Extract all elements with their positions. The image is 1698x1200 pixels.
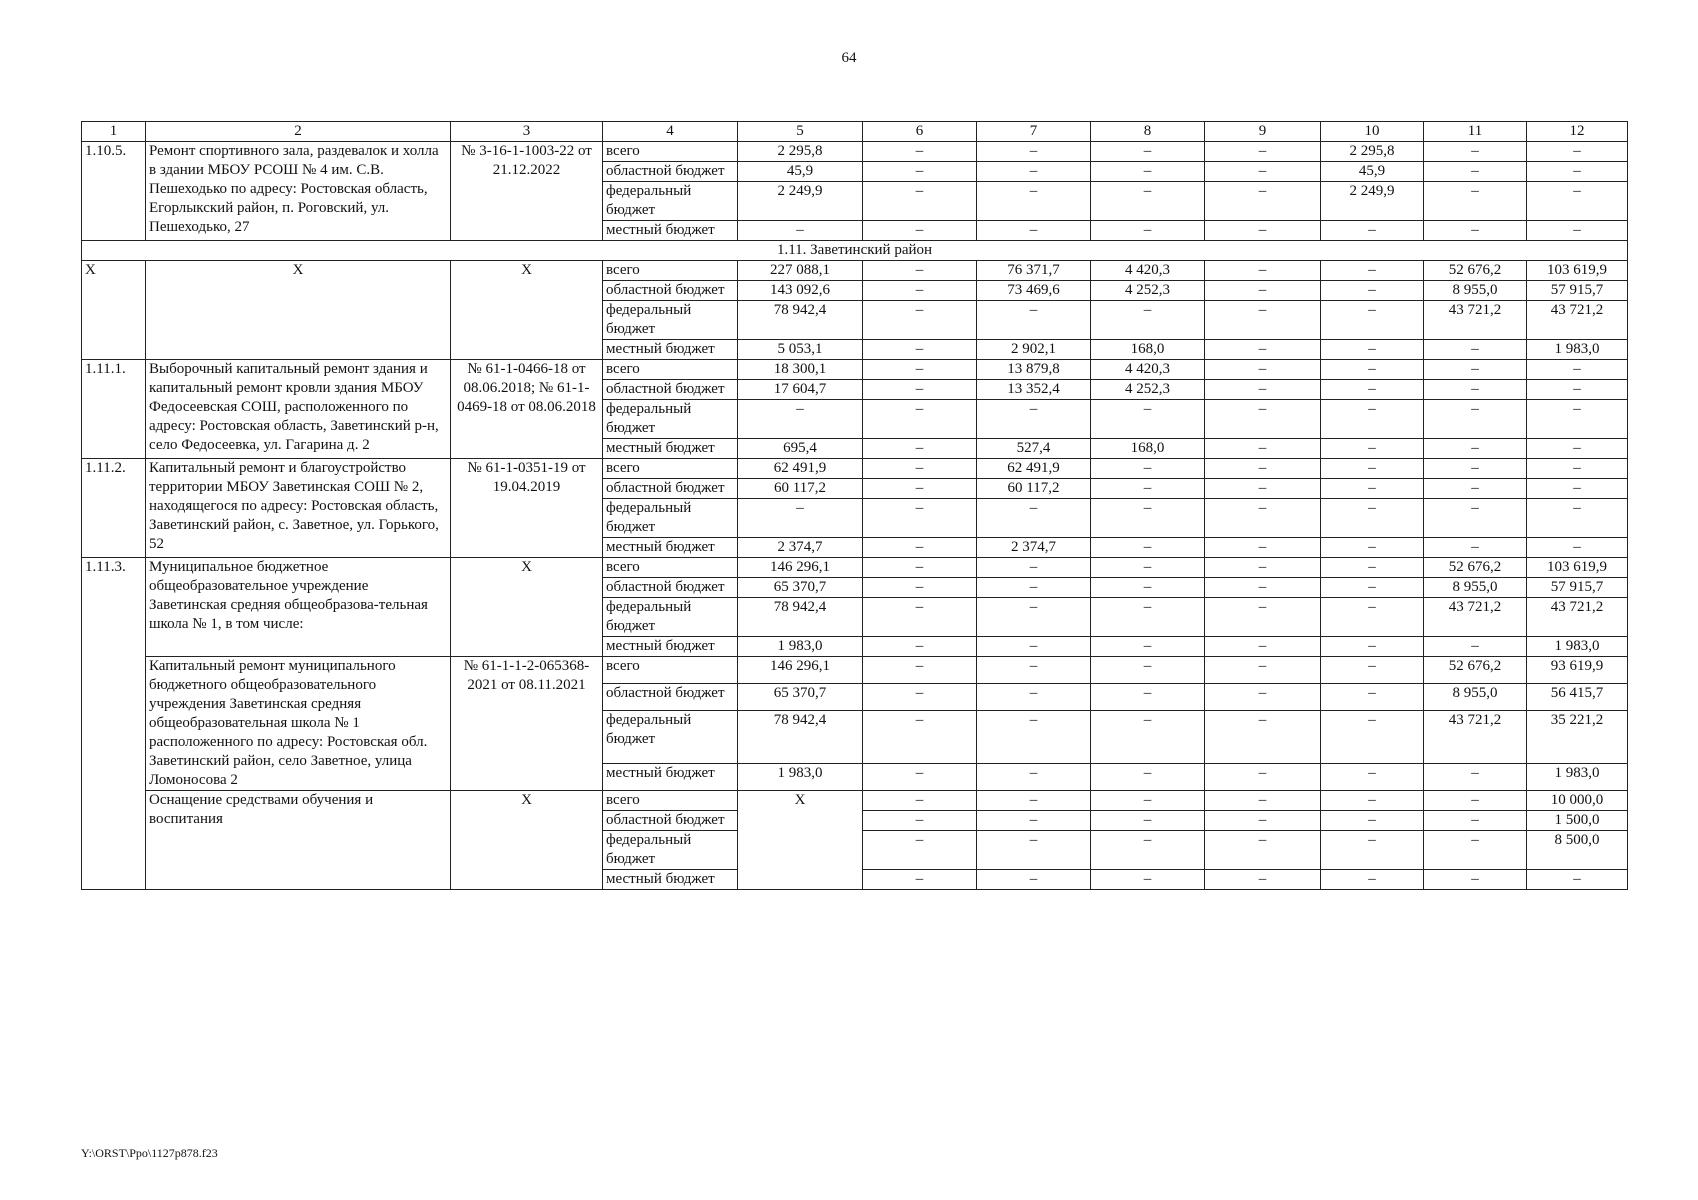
table-row bbox=[82, 558, 1628, 578]
header-cell: 4 bbox=[603, 122, 738, 142]
value-cell: 43 721,2 bbox=[1424, 711, 1527, 764]
value-cell: – bbox=[1321, 439, 1424, 459]
header-cell: 7 bbox=[977, 122, 1091, 142]
value-cell: – bbox=[1527, 221, 1628, 241]
budget-type: всего bbox=[603, 261, 738, 281]
value-cell: – bbox=[863, 400, 977, 439]
value-cell: – bbox=[863, 657, 977, 684]
value-cell: X bbox=[738, 791, 863, 890]
value-cell: – bbox=[977, 870, 1091, 890]
value-cell: 13 879,8 bbox=[977, 360, 1091, 380]
value-cell: – bbox=[1527, 380, 1628, 400]
value-cell: 4 252,3 bbox=[1091, 380, 1205, 400]
budget-type: всего bbox=[603, 459, 738, 479]
item-name: X bbox=[146, 261, 451, 360]
value-cell: – bbox=[977, 162, 1091, 182]
value-cell: – bbox=[1091, 711, 1205, 764]
value-cell: – bbox=[1527, 182, 1628, 221]
value-cell: – bbox=[863, 499, 977, 538]
value-cell: – bbox=[1091, 811, 1205, 831]
value-cell: – bbox=[1424, 360, 1527, 380]
value-cell: – bbox=[863, 558, 977, 578]
section-title: 1.11. Заветинский район bbox=[82, 241, 1628, 261]
value-cell: – bbox=[1205, 538, 1321, 558]
value-cell: 43 721,2 bbox=[1424, 598, 1527, 637]
value-cell: – bbox=[1424, 400, 1527, 439]
item-number: 1.11.3. bbox=[82, 558, 146, 890]
header-cell: 11 bbox=[1424, 122, 1527, 142]
value-cell: – bbox=[977, 791, 1091, 811]
footer-file-path: Y:\ORST\Ppo\1127p878.f23 bbox=[81, 1146, 218, 1160]
value-cell: – bbox=[1091, 870, 1205, 890]
item-document: № 61-1-1-2-065368-2021 от 08.11.2021 bbox=[451, 657, 603, 791]
value-cell: 695,4 bbox=[738, 439, 863, 459]
value-cell: 93 619,9 bbox=[1527, 657, 1628, 684]
value-cell: 35 221,2 bbox=[1527, 711, 1628, 764]
value-cell: – bbox=[1527, 142, 1628, 162]
value-cell: – bbox=[1205, 182, 1321, 221]
value-cell: – bbox=[1321, 791, 1424, 811]
value-cell: 45,9 bbox=[1321, 162, 1424, 182]
value-cell: – bbox=[977, 763, 1091, 790]
budget-type: федеральный бюджет bbox=[603, 711, 738, 764]
item-document: № 3-16-1-1003-22 от 21.12.2022 bbox=[451, 142, 603, 241]
item-name: Муниципальное бюджетное общеобразовательное учреждение Заветинская средняя общеобразова-тельная школа № 1, в том числе: bbox=[146, 558, 451, 657]
value-cell: – bbox=[1321, 637, 1424, 657]
value-cell: – bbox=[863, 831, 977, 870]
value-cell: 18 300,1 bbox=[738, 360, 863, 380]
header-cell: 5 bbox=[738, 122, 863, 142]
value-cell: – bbox=[1205, 870, 1321, 890]
value-cell: – bbox=[1321, 400, 1424, 439]
value-cell: – bbox=[1424, 791, 1527, 811]
item-document: № 61-1-0466-18 от 08.06.2018; № 61-1-0469-18 от 08.06.2018 bbox=[451, 360, 603, 459]
value-cell: – bbox=[1321, 711, 1424, 764]
value-cell: – bbox=[863, 598, 977, 637]
value-cell: 52 676,2 bbox=[1424, 558, 1527, 578]
value-cell: 43 721,2 bbox=[1527, 598, 1628, 637]
value-cell: – bbox=[977, 811, 1091, 831]
value-cell: – bbox=[1091, 499, 1205, 538]
value-cell: – bbox=[1424, 221, 1527, 241]
value-cell: – bbox=[863, 711, 977, 764]
value-cell: – bbox=[977, 558, 1091, 578]
value-cell: – bbox=[1091, 162, 1205, 182]
value-cell: – bbox=[863, 360, 977, 380]
item-name: Оснащение средствами обучения и воспитания bbox=[146, 791, 451, 890]
value-cell: – bbox=[1424, 637, 1527, 657]
value-cell: – bbox=[1205, 657, 1321, 684]
value-cell: 45,9 bbox=[738, 162, 863, 182]
value-cell: – bbox=[1321, 301, 1424, 340]
table-row bbox=[82, 142, 1628, 162]
value-cell: 1 983,0 bbox=[738, 763, 863, 790]
value-cell: – bbox=[863, 301, 977, 340]
value-cell: – bbox=[977, 684, 1091, 711]
item-name: Ремонт спортивного зала, раздевалок и холла в здании МБОУ РСОШ № 4 им. С.В. Пешеходько по адресу: Ростовская область, Егорлыкский район, п. Роговский, ул. Пешеходько, 27 bbox=[146, 142, 451, 241]
value-cell: 56 415,7 bbox=[1527, 684, 1628, 711]
value-cell: – bbox=[1091, 598, 1205, 637]
header-cell: 9 bbox=[1205, 122, 1321, 142]
value-cell: – bbox=[863, 870, 977, 890]
value-cell: – bbox=[1205, 763, 1321, 790]
item-document: X bbox=[451, 261, 603, 360]
value-cell: – bbox=[1424, 380, 1527, 400]
value-cell: – bbox=[1205, 261, 1321, 281]
value-cell: – bbox=[1424, 182, 1527, 221]
table-row bbox=[82, 360, 1628, 380]
budget-type: областной бюджет bbox=[603, 162, 738, 182]
value-cell: – bbox=[1424, 439, 1527, 459]
value-cell: 4 420,3 bbox=[1091, 261, 1205, 281]
budget-type: всего bbox=[603, 657, 738, 684]
value-cell: – bbox=[1527, 400, 1628, 439]
value-cell: – bbox=[738, 499, 863, 538]
header-cell: 3 bbox=[451, 122, 603, 142]
value-cell: – bbox=[863, 380, 977, 400]
value-cell: – bbox=[1321, 538, 1424, 558]
value-cell: – bbox=[977, 499, 1091, 538]
value-cell: 65 370,7 bbox=[738, 684, 863, 711]
value-cell: – bbox=[1321, 870, 1424, 890]
value-cell: – bbox=[1205, 598, 1321, 637]
value-cell: – bbox=[1205, 791, 1321, 811]
value-cell: 168,0 bbox=[1091, 439, 1205, 459]
value-cell: – bbox=[1424, 870, 1527, 890]
value-cell: 65 370,7 bbox=[738, 578, 863, 598]
value-cell: 2 249,9 bbox=[1321, 182, 1424, 221]
value-cell: – bbox=[1527, 162, 1628, 182]
budget-type: всего bbox=[603, 360, 738, 380]
value-cell: – bbox=[1321, 831, 1424, 870]
value-cell: 2 374,7 bbox=[977, 538, 1091, 558]
value-cell: – bbox=[1321, 499, 1424, 538]
budget-type: всего bbox=[603, 142, 738, 162]
value-cell: – bbox=[1091, 182, 1205, 221]
value-cell: 8 500,0 bbox=[1527, 831, 1628, 870]
section-row bbox=[82, 241, 1628, 261]
value-cell: – bbox=[738, 221, 863, 241]
value-cell: – bbox=[1091, 221, 1205, 241]
budget-type: федеральный бюджет bbox=[603, 400, 738, 439]
budget-type: областной бюджет bbox=[603, 578, 738, 598]
value-cell: – bbox=[1205, 162, 1321, 182]
value-cell: 143 092,6 bbox=[738, 281, 863, 301]
value-cell: – bbox=[1091, 637, 1205, 657]
value-cell: – bbox=[1321, 221, 1424, 241]
header-cell: 12 bbox=[1527, 122, 1628, 142]
value-cell: – bbox=[1091, 791, 1205, 811]
value-cell: – bbox=[1424, 459, 1527, 479]
value-cell: – bbox=[1321, 479, 1424, 499]
value-cell: 78 942,4 bbox=[738, 711, 863, 764]
value-cell: 4 252,3 bbox=[1091, 281, 1205, 301]
budget-type: местный бюджет bbox=[603, 439, 738, 459]
value-cell: 146 296,1 bbox=[738, 558, 863, 578]
value-cell: 43 721,2 bbox=[1527, 301, 1628, 340]
value-cell: – bbox=[1091, 558, 1205, 578]
header-cell: 6 bbox=[863, 122, 977, 142]
budget-type: местный бюджет bbox=[603, 221, 738, 241]
header-row bbox=[82, 122, 1628, 142]
item-name: Капитальный ремонт и благоустройство территории МБОУ Заветинская СОШ № 2, находящегося по адресу: Ростовская область, Заветинский район, с. Заветное, ул. Горького, 52 bbox=[146, 459, 451, 558]
value-cell: 78 942,4 bbox=[738, 301, 863, 340]
value-cell: 168,0 bbox=[1091, 340, 1205, 360]
value-cell: – bbox=[1205, 340, 1321, 360]
value-cell: – bbox=[977, 578, 1091, 598]
header-cell: 1 bbox=[82, 122, 146, 142]
item-number: 1.11.1. bbox=[82, 360, 146, 459]
value-cell: 52 676,2 bbox=[1424, 261, 1527, 281]
budget-type: местный бюджет bbox=[603, 763, 738, 790]
value-cell: – bbox=[863, 182, 977, 221]
value-cell: – bbox=[863, 162, 977, 182]
value-cell: – bbox=[863, 221, 977, 241]
value-cell: – bbox=[977, 182, 1091, 221]
value-cell: – bbox=[1321, 684, 1424, 711]
value-cell: – bbox=[1424, 831, 1527, 870]
value-cell: – bbox=[1205, 221, 1321, 241]
value-cell: 8 955,0 bbox=[1424, 578, 1527, 598]
value-cell: – bbox=[1424, 142, 1527, 162]
value-cell: 2 295,8 bbox=[738, 142, 863, 162]
item-document: X bbox=[451, 791, 603, 890]
budget-table bbox=[81, 121, 1628, 890]
value-cell: 13 352,4 bbox=[977, 380, 1091, 400]
budget-type: местный бюджет bbox=[603, 538, 738, 558]
value-cell: – bbox=[1205, 684, 1321, 711]
value-cell: – bbox=[1205, 380, 1321, 400]
budget-type: федеральный бюджет bbox=[603, 301, 738, 340]
value-cell: 76 371,7 bbox=[977, 261, 1091, 281]
value-cell: – bbox=[863, 281, 977, 301]
value-cell: 52 676,2 bbox=[1424, 657, 1527, 684]
value-cell: – bbox=[1321, 763, 1424, 790]
item-name: Выборочный капитальный ремонт здания и капитальный ремонт кровли здания МБОУ Федосеевская СОШ, расположенного по адресу: Ростовская область, Заветинский р-н, село Федосеевка, ул. Гагарина д. 2 bbox=[146, 360, 451, 459]
budget-type: областной бюджет bbox=[603, 380, 738, 400]
value-cell: 2 249,9 bbox=[738, 182, 863, 221]
value-cell: – bbox=[1205, 479, 1321, 499]
value-cell: – bbox=[863, 578, 977, 598]
value-cell: – bbox=[977, 142, 1091, 162]
value-cell: – bbox=[1321, 281, 1424, 301]
item-number: 1.11.2. bbox=[82, 459, 146, 558]
table-row bbox=[82, 657, 1628, 684]
budget-type: областной бюджет bbox=[603, 811, 738, 831]
value-cell: – bbox=[1527, 360, 1628, 380]
value-cell: 8 955,0 bbox=[1424, 281, 1527, 301]
value-cell: – bbox=[1091, 479, 1205, 499]
value-cell: – bbox=[863, 763, 977, 790]
value-cell: 2 902,1 bbox=[977, 340, 1091, 360]
value-cell: – bbox=[977, 831, 1091, 870]
value-cell: – bbox=[1205, 400, 1321, 439]
value-cell: 4 420,3 bbox=[1091, 360, 1205, 380]
value-cell: – bbox=[1321, 360, 1424, 380]
value-cell: 57 915,7 bbox=[1527, 578, 1628, 598]
value-cell: – bbox=[1205, 360, 1321, 380]
value-cell: 62 491,9 bbox=[738, 459, 863, 479]
budget-type: федеральный бюджет bbox=[603, 831, 738, 870]
value-cell: 1 500,0 bbox=[1527, 811, 1628, 831]
budget-type: местный бюджет bbox=[603, 637, 738, 657]
value-cell: – bbox=[738, 400, 863, 439]
value-cell: – bbox=[1321, 459, 1424, 479]
value-cell: – bbox=[1321, 811, 1424, 831]
value-cell: – bbox=[863, 811, 977, 831]
value-cell: – bbox=[1091, 578, 1205, 598]
budget-type: областной бюджет bbox=[603, 479, 738, 499]
value-cell: – bbox=[1205, 711, 1321, 764]
table-row bbox=[82, 459, 1628, 479]
value-cell: – bbox=[1091, 684, 1205, 711]
value-cell: 73 469,6 bbox=[977, 281, 1091, 301]
table-row bbox=[82, 791, 1628, 811]
value-cell: 8 955,0 bbox=[1424, 684, 1527, 711]
value-cell: – bbox=[1091, 459, 1205, 479]
value-cell: – bbox=[1205, 439, 1321, 459]
value-cell: – bbox=[1527, 538, 1628, 558]
value-cell: 103 619,9 bbox=[1527, 261, 1628, 281]
value-cell: – bbox=[863, 684, 977, 711]
value-cell: 1 983,0 bbox=[738, 637, 863, 657]
budget-type: областной бюджет bbox=[603, 684, 738, 711]
value-cell: – bbox=[1424, 763, 1527, 790]
value-cell: – bbox=[1205, 831, 1321, 870]
value-cell: – bbox=[1321, 598, 1424, 637]
budget-type: федеральный бюджет bbox=[603, 598, 738, 637]
value-cell: – bbox=[863, 637, 977, 657]
value-cell: – bbox=[1091, 538, 1205, 558]
value-cell: 1 983,0 bbox=[1527, 637, 1628, 657]
value-cell: – bbox=[1205, 499, 1321, 538]
value-cell: 62 491,9 bbox=[977, 459, 1091, 479]
page-number: 64 bbox=[841, 50, 857, 66]
value-cell: – bbox=[1424, 538, 1527, 558]
item-document: X bbox=[451, 558, 603, 657]
value-cell: – bbox=[863, 791, 977, 811]
value-cell: – bbox=[1321, 380, 1424, 400]
value-cell: – bbox=[863, 261, 977, 281]
value-cell: – bbox=[1205, 301, 1321, 340]
value-cell: 227 088,1 bbox=[738, 261, 863, 281]
value-cell: – bbox=[863, 142, 977, 162]
value-cell: – bbox=[863, 459, 977, 479]
value-cell: – bbox=[863, 439, 977, 459]
value-cell: – bbox=[1091, 400, 1205, 439]
value-cell: – bbox=[977, 657, 1091, 684]
value-cell: – bbox=[977, 221, 1091, 241]
value-cell: 2 295,8 bbox=[1321, 142, 1424, 162]
value-cell: – bbox=[1205, 142, 1321, 162]
value-cell: 43 721,2 bbox=[1424, 301, 1527, 340]
budget-type: всего bbox=[603, 558, 738, 578]
item-number: X bbox=[82, 261, 146, 360]
budget-type: федеральный бюджет bbox=[603, 499, 738, 538]
value-cell: – bbox=[1091, 763, 1205, 790]
value-cell: – bbox=[1205, 578, 1321, 598]
budget-type: всего bbox=[603, 791, 738, 811]
value-cell: – bbox=[1321, 657, 1424, 684]
value-cell: – bbox=[1527, 459, 1628, 479]
value-cell: 17 604,7 bbox=[738, 380, 863, 400]
table-row bbox=[82, 261, 1628, 281]
value-cell: – bbox=[1527, 870, 1628, 890]
item-number: 1.10.5. bbox=[82, 142, 146, 241]
value-cell: – bbox=[1424, 162, 1527, 182]
value-cell: – bbox=[863, 479, 977, 499]
budget-type: федеральный бюджет bbox=[603, 182, 738, 221]
value-cell: – bbox=[1205, 637, 1321, 657]
value-cell: 57 915,7 bbox=[1527, 281, 1628, 301]
value-cell: 2 374,7 bbox=[738, 538, 863, 558]
value-cell: – bbox=[977, 637, 1091, 657]
item-name: Капитальный ремонт муниципального бюджетного общеобразовательного учреждения Заветинская средняя общеобразовательная школа № 1 расположенного по адресу: Ростовская обл. Заветинский район, село Заветное, улица Ломоносова 2 bbox=[146, 657, 451, 791]
value-cell: – bbox=[1527, 479, 1628, 499]
value-cell: – bbox=[977, 711, 1091, 764]
value-cell: – bbox=[1091, 301, 1205, 340]
value-cell: – bbox=[1205, 558, 1321, 578]
header-cell: 2 bbox=[146, 122, 451, 142]
budget-type: местный бюджет bbox=[603, 340, 738, 360]
value-cell: – bbox=[1321, 340, 1424, 360]
value-cell: 1 983,0 bbox=[1527, 340, 1628, 360]
value-cell: – bbox=[863, 538, 977, 558]
table-body bbox=[82, 122, 1628, 890]
value-cell: 78 942,4 bbox=[738, 598, 863, 637]
value-cell: – bbox=[1424, 340, 1527, 360]
budget-type: местный бюджет bbox=[603, 870, 738, 890]
value-cell: 5 053,1 bbox=[738, 340, 863, 360]
value-cell: – bbox=[863, 340, 977, 360]
value-cell: – bbox=[1205, 281, 1321, 301]
value-cell: 146 296,1 bbox=[738, 657, 863, 684]
value-cell: – bbox=[1091, 657, 1205, 684]
value-cell: – bbox=[1527, 499, 1628, 538]
budget-type: областной бюджет bbox=[603, 281, 738, 301]
value-cell: 60 117,2 bbox=[977, 479, 1091, 499]
value-cell: – bbox=[1321, 558, 1424, 578]
value-cell: 10 000,0 bbox=[1527, 791, 1628, 811]
value-cell: 103 619,9 bbox=[1527, 558, 1628, 578]
value-cell: – bbox=[977, 301, 1091, 340]
value-cell: – bbox=[1424, 479, 1527, 499]
value-cell: – bbox=[1424, 499, 1527, 538]
value-cell: – bbox=[1205, 811, 1321, 831]
value-cell: – bbox=[1321, 578, 1424, 598]
value-cell: 1 983,0 bbox=[1527, 763, 1628, 790]
value-cell: 527,4 bbox=[977, 439, 1091, 459]
value-cell: – bbox=[1321, 261, 1424, 281]
value-cell: – bbox=[977, 598, 1091, 637]
value-cell: – bbox=[977, 400, 1091, 439]
value-cell: – bbox=[1091, 142, 1205, 162]
value-cell: – bbox=[1205, 459, 1321, 479]
item-document: № 61-1-0351-19 от 19.04.2019 bbox=[451, 459, 603, 558]
header-cell: 8 bbox=[1091, 122, 1205, 142]
header-cell: 10 bbox=[1321, 122, 1424, 142]
value-cell: 60 117,2 bbox=[738, 479, 863, 499]
value-cell: – bbox=[1424, 811, 1527, 831]
value-cell: – bbox=[1091, 831, 1205, 870]
value-cell: – bbox=[1527, 439, 1628, 459]
